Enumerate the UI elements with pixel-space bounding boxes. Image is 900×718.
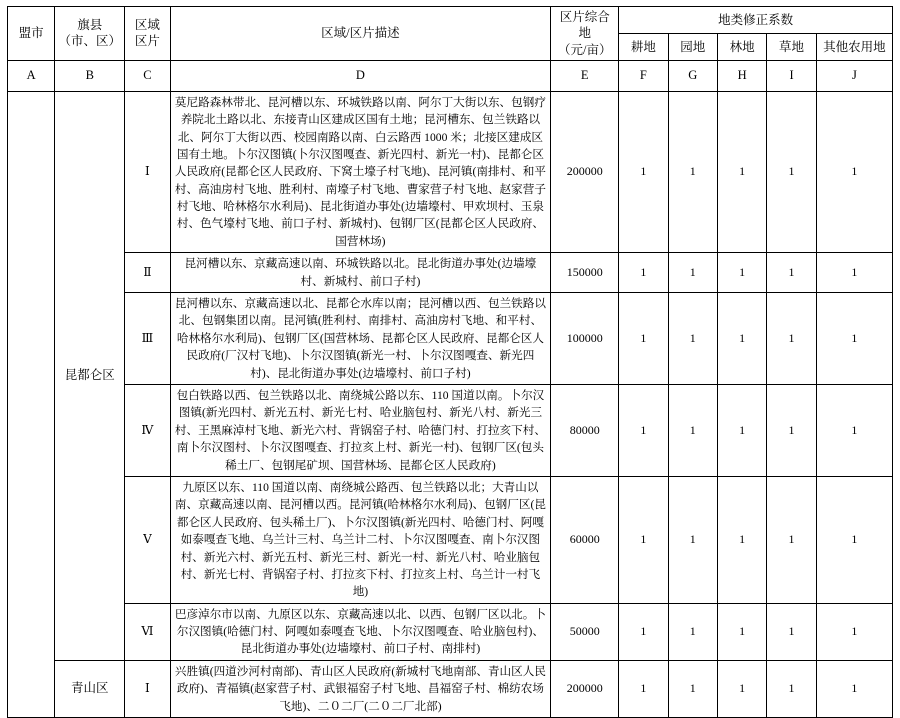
table-body	[8, 60, 893, 717]
table-row	[8, 253, 893, 293]
table-row	[8, 385, 893, 477]
cell-district-name: 青山区	[55, 660, 125, 717]
cell-zone-number: Ⅲ	[125, 293, 170, 385]
cell-zone-description: 巴彦淖尔市以南、九原区以东、京藏高速以北、以西、包钢厂区以北。卜尔汉图镇(哈德门村、阿嘎如泰嘎查飞地、卜尔汉图嘎查、哈业脑包村)、昆北街道办事处(边墙壕村、前口子村、南排村)	[170, 603, 551, 660]
header-col-c-line2: 区片	[134, 34, 160, 49]
cell-zone-description: 九原区以东、110 国道以南、南绕城公路西、包兰铁路以北；大青山以南、京藏高速以南、昆河槽以西。昆河镇(哈林格尔水利局)、包钢厂区(昆都仑区人民政府、包头稀土厂)、卜尔汉图镇(新光四村、哈德门村、阿嘎如泰嘎查飞地、乌兰计三村、乌兰计二村、卜尔汉图嘎查、南卜尔汉图村、新光六村、新光五村、新光三村、新光一村、新光八村、哈业脑包村、新光七村、背锅窑子村、打拉亥下村、打拉亥上村、乌兰计一村飞地)	[170, 476, 551, 603]
column-letter: C	[125, 60, 170, 91]
column-letter: B	[55, 60, 125, 91]
cell-coef-grass: 1	[767, 91, 816, 253]
table-row	[8, 293, 893, 385]
cell-coef-grass: 1	[767, 385, 816, 477]
land-price-table	[7, 6, 893, 718]
cell-zone-number: Ⅰ	[125, 660, 170, 717]
cell-zone-description: 包白铁路以西、包兰铁路以北、南绕城公路以东、110 国道以南。卜尔汉图镇(新光四村、新光五村、新光七村、哈业脑包村、新光八村、新光三村、王黑麻淖村飞地、新光六村、背锅窑子村、哈德门村、打拉亥下村、南卜尔汉图村、卜尔汉图嘎查、打拉亥上村、新光一村)、包钢厂区(包头稀土厂、包钢尾矿坝、国营林场、昆都仑区人民政府)	[170, 385, 551, 477]
column-letter: A	[8, 60, 55, 91]
cell-coef-forest: 1	[717, 253, 766, 293]
document-page	[0, 6, 900, 714]
column-letter-row	[8, 60, 893, 91]
column-letter: J	[816, 60, 892, 91]
header-col-e-line1: 区片综合	[559, 10, 610, 24]
table-row	[8, 476, 893, 603]
cell-coef-garden: 1	[668, 603, 717, 660]
header-col-e-line3: （元/亩）	[557, 42, 612, 57]
cell-coef-forest: 1	[717, 293, 766, 385]
cell-coef-forest: 1	[717, 603, 766, 660]
cell-coef-grass: 1	[767, 293, 816, 385]
header-col-f: 耕地	[619, 33, 668, 60]
cell-zone-description: 昆河槽以东、京藏高速以北、昆都仑水库以南；昆河槽以西、包兰铁路以北、包钢集团以南。昆河镇(胜利村、南排村、高油房村飞地、和平村、哈林格尔水利局)、包钢厂区(国营林场、昆都仑区人民政府、昆都仑区人民政府(厂汉村飞地)、卜尔汉图镇(新光一村、卜尔汉图嘎查、新光四村)、昆北街道办事处(边墙壕村、前口子村)	[170, 293, 551, 385]
cell-coef-other: 1	[816, 385, 892, 477]
header-col-c-line1: 区域	[134, 18, 160, 33]
cell-coef-grass: 1	[767, 253, 816, 293]
cell-coef-garden: 1	[668, 253, 717, 293]
cell-coef-other: 1	[816, 253, 892, 293]
cell-zone-description: 昆河槽以东、京藏高速以南、环城铁路以北。昆北街道办事处(边墙壕村、新城村、前口子村)	[170, 253, 551, 293]
cell-coef-forest: 1	[717, 660, 766, 717]
cell-city	[8, 91, 55, 717]
column-letter: H	[717, 60, 766, 91]
cell-zone-number: Ⅳ	[125, 385, 170, 477]
header-col-b-line2: （市、区）	[58, 34, 122, 49]
cell-coef-garden: 1	[668, 385, 717, 477]
header-col-a: 盟市	[8, 7, 55, 61]
cell-comprehensive-price: 60000	[551, 476, 619, 603]
column-letter: F	[619, 60, 668, 91]
header-col-h: 林地	[717, 33, 766, 60]
header-col-e-line2: 地	[578, 26, 591, 41]
cell-coef-forest: 1	[717, 385, 766, 477]
cell-zone-number: Ⅱ	[125, 253, 170, 293]
cell-coef-cultivated: 1	[619, 660, 668, 717]
cell-comprehensive-price: 80000	[551, 385, 619, 477]
header-col-b-line1: 旗县	[77, 18, 103, 33]
header-col-g: 园地	[668, 33, 717, 60]
header-group-coefficients: 地类修正系数	[619, 7, 893, 34]
header-col-e	[551, 7, 619, 61]
cell-zone-number: Ⅵ	[125, 603, 170, 660]
cell-coef-cultivated: 1	[619, 385, 668, 477]
header-col-j: 其他农用地	[816, 33, 892, 60]
cell-zone-description: 莫尼路森林带北、昆河槽以东、环城铁路以南、阿尔丁大街以东、包钢疗养院北土路以北、东接青山区建成区国有土地；昆河槽东、包兰铁路以北、阿尔丁大街以西、校园南路以南、白云路西 1000 米；北接区建成区国有土地。卜尔汉图镇(卜尔汉图嘎查、新光四村、新光一村)、昆都仑区人民政府(昆都仑区人民政府、下窝土壕子村飞地)、昆河镇(南排村、和平村、高油房村飞地、胜利村、南壕子村飞地、曹家营子村飞地、赵家营子村飞地、哈林格尔水利局)、昆北街道办事处(边墙壕村、甲欢坝村、玉泉村、色气壕村飞地、前口子村、新城村)、包钢厂区(昆都仑区人民政府、国营林场)	[170, 91, 551, 253]
cell-coef-forest: 1	[717, 476, 766, 603]
column-letter: E	[551, 60, 619, 91]
cell-comprehensive-price: 200000	[551, 660, 619, 717]
cell-comprehensive-price: 50000	[551, 603, 619, 660]
cell-coef-other: 1	[816, 603, 892, 660]
cell-zone-number: Ⅰ	[125, 91, 170, 253]
cell-comprehensive-price: 150000	[551, 253, 619, 293]
cell-coef-cultivated: 1	[619, 91, 668, 253]
cell-coef-forest: 1	[717, 91, 766, 253]
cell-coef-cultivated: 1	[619, 253, 668, 293]
header-col-b	[55, 7, 125, 61]
cell-coef-other: 1	[816, 476, 892, 603]
cell-coef-cultivated: 1	[619, 476, 668, 603]
cell-comprehensive-price: 200000	[551, 91, 619, 253]
cell-comprehensive-price: 100000	[551, 293, 619, 385]
table-header-row	[8, 7, 893, 34]
cell-coef-garden: 1	[668, 91, 717, 253]
column-letter: D	[170, 60, 551, 91]
cell-zone-description: 兴胜镇(四道沙河村南部)、青山区人民政府(新城村飞地南部、青山区人民政府)、青福镇(赵家营子村、武银福窑子村飞地、昌福窑子村、棉纺农场飞地)、二０二厂(二０二厂北部)	[170, 660, 551, 717]
cell-coef-garden: 1	[668, 293, 717, 385]
cell-district-name: 昆都仑区	[55, 91, 125, 660]
header-col-i: 草地	[767, 33, 816, 60]
cell-coef-garden: 1	[668, 476, 717, 603]
cell-coef-garden: 1	[668, 660, 717, 717]
cell-coef-grass: 1	[767, 660, 816, 717]
column-letter: G	[668, 60, 717, 91]
header-col-c	[125, 7, 170, 61]
cell-zone-number: Ⅴ	[125, 476, 170, 603]
header-col-d: 区域/区片描述	[170, 7, 551, 61]
table-row	[8, 91, 893, 253]
cell-coef-other: 1	[816, 293, 892, 385]
cell-coef-other: 1	[816, 91, 892, 253]
column-letter: I	[767, 60, 816, 91]
cell-coef-grass: 1	[767, 603, 816, 660]
table-row	[8, 603, 893, 660]
table-row	[8, 660, 893, 717]
cell-coef-other: 1	[816, 660, 892, 717]
cell-coef-cultivated: 1	[619, 603, 668, 660]
cell-coef-cultivated: 1	[619, 293, 668, 385]
cell-coef-grass: 1	[767, 476, 816, 603]
